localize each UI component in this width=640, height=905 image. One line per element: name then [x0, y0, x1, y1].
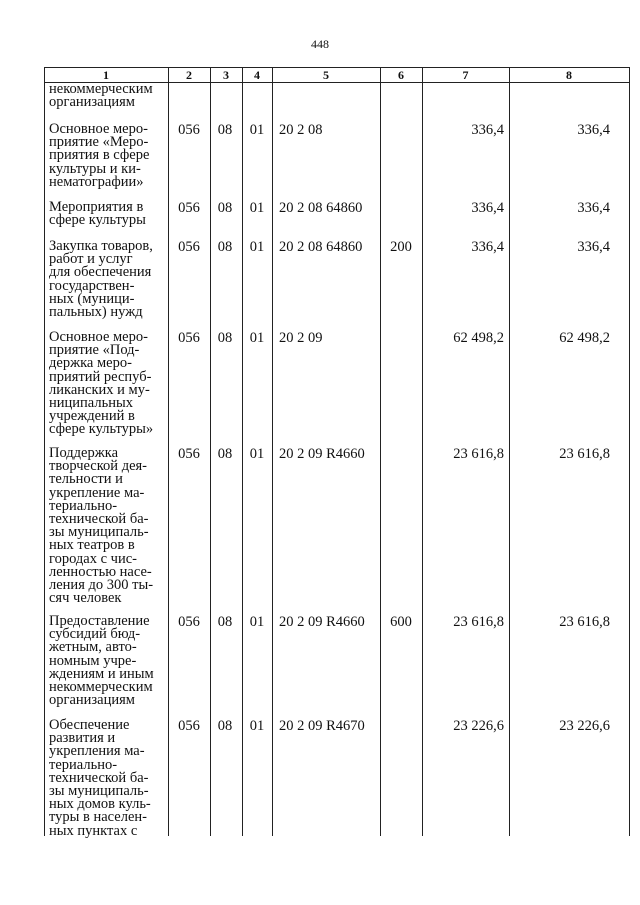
header-col-3: 3	[223, 68, 229, 82]
subsection-code: 01	[249, 446, 265, 462]
section-code: 08	[217, 330, 233, 346]
target-code: 20 2 09 R4670	[279, 718, 365, 734]
amount-col-7: 336,4	[471, 239, 504, 255]
column-rule	[272, 68, 273, 836]
target-code: 20 2 08 64860	[279, 239, 363, 255]
ministry-code: 056	[178, 122, 200, 138]
amount-col-8: 62 498,2	[559, 330, 610, 346]
header-col-2: 2	[186, 68, 192, 82]
section-code: 08	[217, 446, 233, 462]
subsection-code: 01	[249, 614, 265, 630]
row-name: Основное меро- приятие «Под- держка меро- приятий респуб- ликанских и му- ниципальных учреждений в сфере культуры»	[49, 329, 154, 438]
amount-col-7: 23 616,8	[453, 614, 504, 630]
section-code: 08	[217, 718, 233, 734]
subsection-code: 01	[249, 200, 265, 216]
target-code: 20 2 09 R4660	[279, 614, 365, 630]
header-col-1: 1	[103, 68, 109, 82]
ministry-code: 056	[178, 446, 200, 462]
section-code: 08	[217, 614, 233, 630]
target-code: 20 2 09	[279, 330, 323, 346]
subsection-code: 01	[249, 122, 265, 138]
amount-col-8: 336,4	[577, 200, 610, 216]
target-code: 20 2 09 R4660	[279, 446, 365, 462]
column-rule	[629, 68, 630, 836]
row-name: Предоставление субсидий бюд- жетным, авто- номным учре- ждениям и иным некоммерческим организациям	[49, 613, 154, 709]
page-number: 448	[311, 37, 329, 51]
amount-col-7: 62 498,2	[453, 330, 504, 346]
row-name: некоммерческим организациям	[49, 81, 153, 111]
section-code: 08	[217, 122, 233, 138]
row-name: Закупка товаров, работ и услуг для обеспечения государствен- ных (муници- пальных) нужд	[49, 238, 153, 321]
ministry-code: 056	[178, 330, 200, 346]
amount-col-8: 23 226,6	[559, 718, 610, 734]
column-rule	[168, 68, 169, 836]
amount-col-7: 23 616,8	[453, 446, 504, 462]
amount-col-7: 336,4	[471, 200, 504, 216]
ministry-code: 056	[178, 614, 200, 630]
row-name: Мероприятия в сфере культуры	[49, 199, 146, 229]
expense-type-code: 600	[390, 614, 412, 630]
row-name: Обеспечение развития и укрепления ма- териально- технической ба- зы муниципаль- ных домов куль- туры в населен- ных пунктах с	[49, 717, 151, 839]
header-col-6: 6	[398, 68, 404, 82]
subsection-code: 01	[249, 239, 265, 255]
target-code: 20 2 08 64860	[279, 200, 363, 216]
amount-col-8: 336,4	[577, 239, 610, 255]
header-col-7: 7	[462, 68, 469, 82]
column-rule	[44, 68, 45, 836]
ministry-code: 056	[178, 718, 200, 734]
amount-col-7: 336,4	[471, 122, 504, 138]
budget-table	[44, 67, 630, 839]
subsection-code: 01	[249, 718, 265, 734]
header-col-5: 5	[323, 68, 329, 82]
amount-col-8: 336,4	[577, 122, 610, 138]
row-name: Поддержка творческой дея- тельности и укрепление ма- териально- технической ба- зы муниципаль- ных театров в городах с чис- ленностью насе- ления до 300 ты- сяч человек	[49, 445, 154, 607]
amount-col-8: 23 616,8	[559, 446, 610, 462]
amount-col-8: 23 616,8	[559, 614, 610, 630]
header-col-8: 8	[566, 68, 572, 82]
subsection-code: 01	[249, 330, 265, 346]
row-name: Основное меро- приятие «Меро- приятия в сфере культуры и ки- нематографии»	[49, 121, 150, 190]
header-col-4: 4	[254, 68, 260, 82]
section-code: 08	[217, 239, 233, 255]
ministry-code: 056	[178, 200, 200, 216]
target-code: 20 2 08	[279, 122, 323, 138]
expense-type-code: 200	[390, 239, 412, 255]
ministry-code: 056	[178, 239, 200, 255]
section-code: 08	[217, 200, 233, 216]
amount-col-7: 23 226,6	[453, 718, 504, 734]
